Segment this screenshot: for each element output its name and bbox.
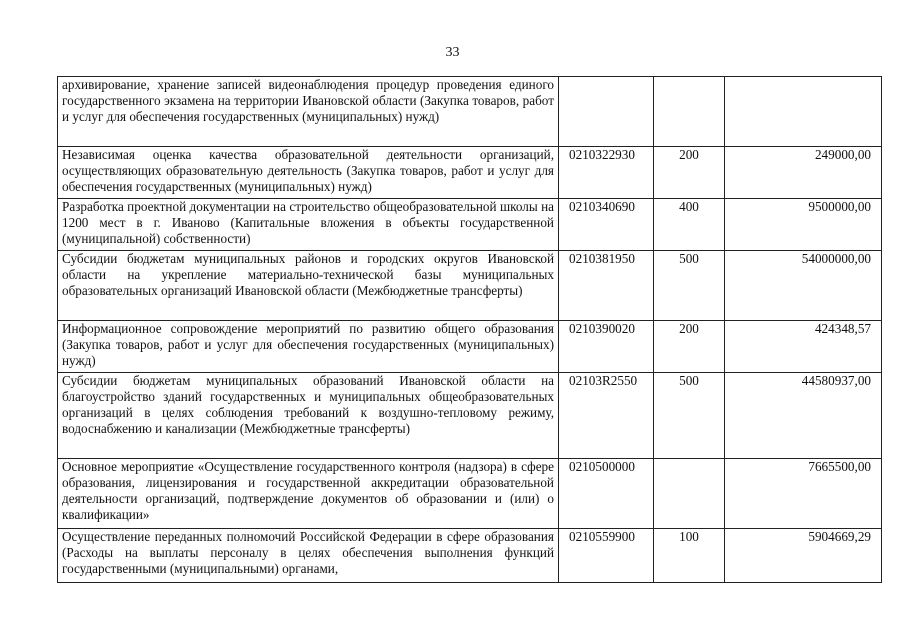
row-expense-type: 500 xyxy=(654,373,725,459)
row-description: Разработка проектной документации на строительство общеобразовательной школы на 1200 мест в г. Иваново (Капитальные вложения в объекты государственной (муниципальной) собственности) xyxy=(58,199,559,251)
row-description: Осуществление переданных полномочий Российской Федерации в сфере образования (Расходы на выплаты персоналу в целях обеспечения выполнения функций государственными (муниципальными) органами, xyxy=(58,529,559,583)
row-description: Независимая оценка качества образовательной деятельности организаций, осуществляющих образовательную деятельность (Закупка товаров, работ и услуг для обеспечения государственных (муниципальных) нужд) xyxy=(58,147,559,199)
table-row xyxy=(58,459,882,529)
table-row xyxy=(58,373,882,459)
row-code: 0210559900 xyxy=(559,529,654,583)
row-amount: 424348,57 xyxy=(725,321,882,373)
row-expense-type: 200 xyxy=(654,147,725,199)
row-code: 0210500000 xyxy=(559,459,654,529)
row-amount: 54000000,00 xyxy=(725,251,882,321)
row-description: архивирование, хранение записей видеонаблюдения процедур проведения единого государственного экзамена на территории Ивановской области (Закупка товаров, работ и услуг для обеспечения государственных (муниципальных) нужд) xyxy=(58,77,559,147)
row-expense-type: 200 xyxy=(654,321,725,373)
row-expense-type: 400 xyxy=(654,199,725,251)
table-row xyxy=(58,529,882,583)
row-code: 0210390020 xyxy=(559,321,654,373)
row-code: 0210381950 xyxy=(559,251,654,321)
table-row xyxy=(58,77,882,147)
table-row xyxy=(58,199,882,251)
row-expense-type xyxy=(654,77,725,147)
row-amount: 44580937,00 xyxy=(725,373,882,459)
row-amount: 5904669,29 xyxy=(725,529,882,583)
row-code: 0210340690 xyxy=(559,199,654,251)
page-number: 33 xyxy=(445,45,460,60)
row-expense-type: 500 xyxy=(654,251,725,321)
table-row xyxy=(58,321,882,373)
row-description: Информационное сопровождение мероприятий по развитию общего образования (Закупка товаров, работ и услуг для обеспечения государственных (муниципальных) нужд) xyxy=(58,321,559,373)
row-amount: 7665500,00 xyxy=(725,459,882,529)
table-row xyxy=(58,251,882,321)
row-code: 0210322930 xyxy=(559,147,654,199)
table-row xyxy=(58,147,882,199)
row-amount xyxy=(725,77,882,147)
row-code: 02103R2550 xyxy=(559,373,654,459)
row-code xyxy=(559,77,654,147)
row-description: Субсидии бюджетам муниципальных образований Ивановской области на благоустройство зданий государственных и муниципальных общеобразовательных организаций в целях соблюдения требований к воздушно-тепловому режиму, водоснабжению и канализации (Межбюджетные трансферты) xyxy=(58,373,559,459)
row-expense-type xyxy=(654,459,725,529)
row-description: Субсидии бюджетам муниципальных районов и городских округов Ивановской области на укрепление материально-технической базы муниципальных образовательных организаций Ивановской области (Межбюджетные трансферты) xyxy=(58,251,559,321)
row-description: Основное мероприятие «Осуществление государственного контроля (надзора) в сфере образования, лицензирования и государственной аккредитации образовательной деятельности организаций, подтверждение документов об образовании и (или) о квалификации» xyxy=(58,459,559,529)
row-amount: 249000,00 xyxy=(725,147,882,199)
budget-table xyxy=(57,76,882,583)
row-amount: 9500000,00 xyxy=(725,199,882,251)
row-expense-type: 100 xyxy=(654,529,725,583)
